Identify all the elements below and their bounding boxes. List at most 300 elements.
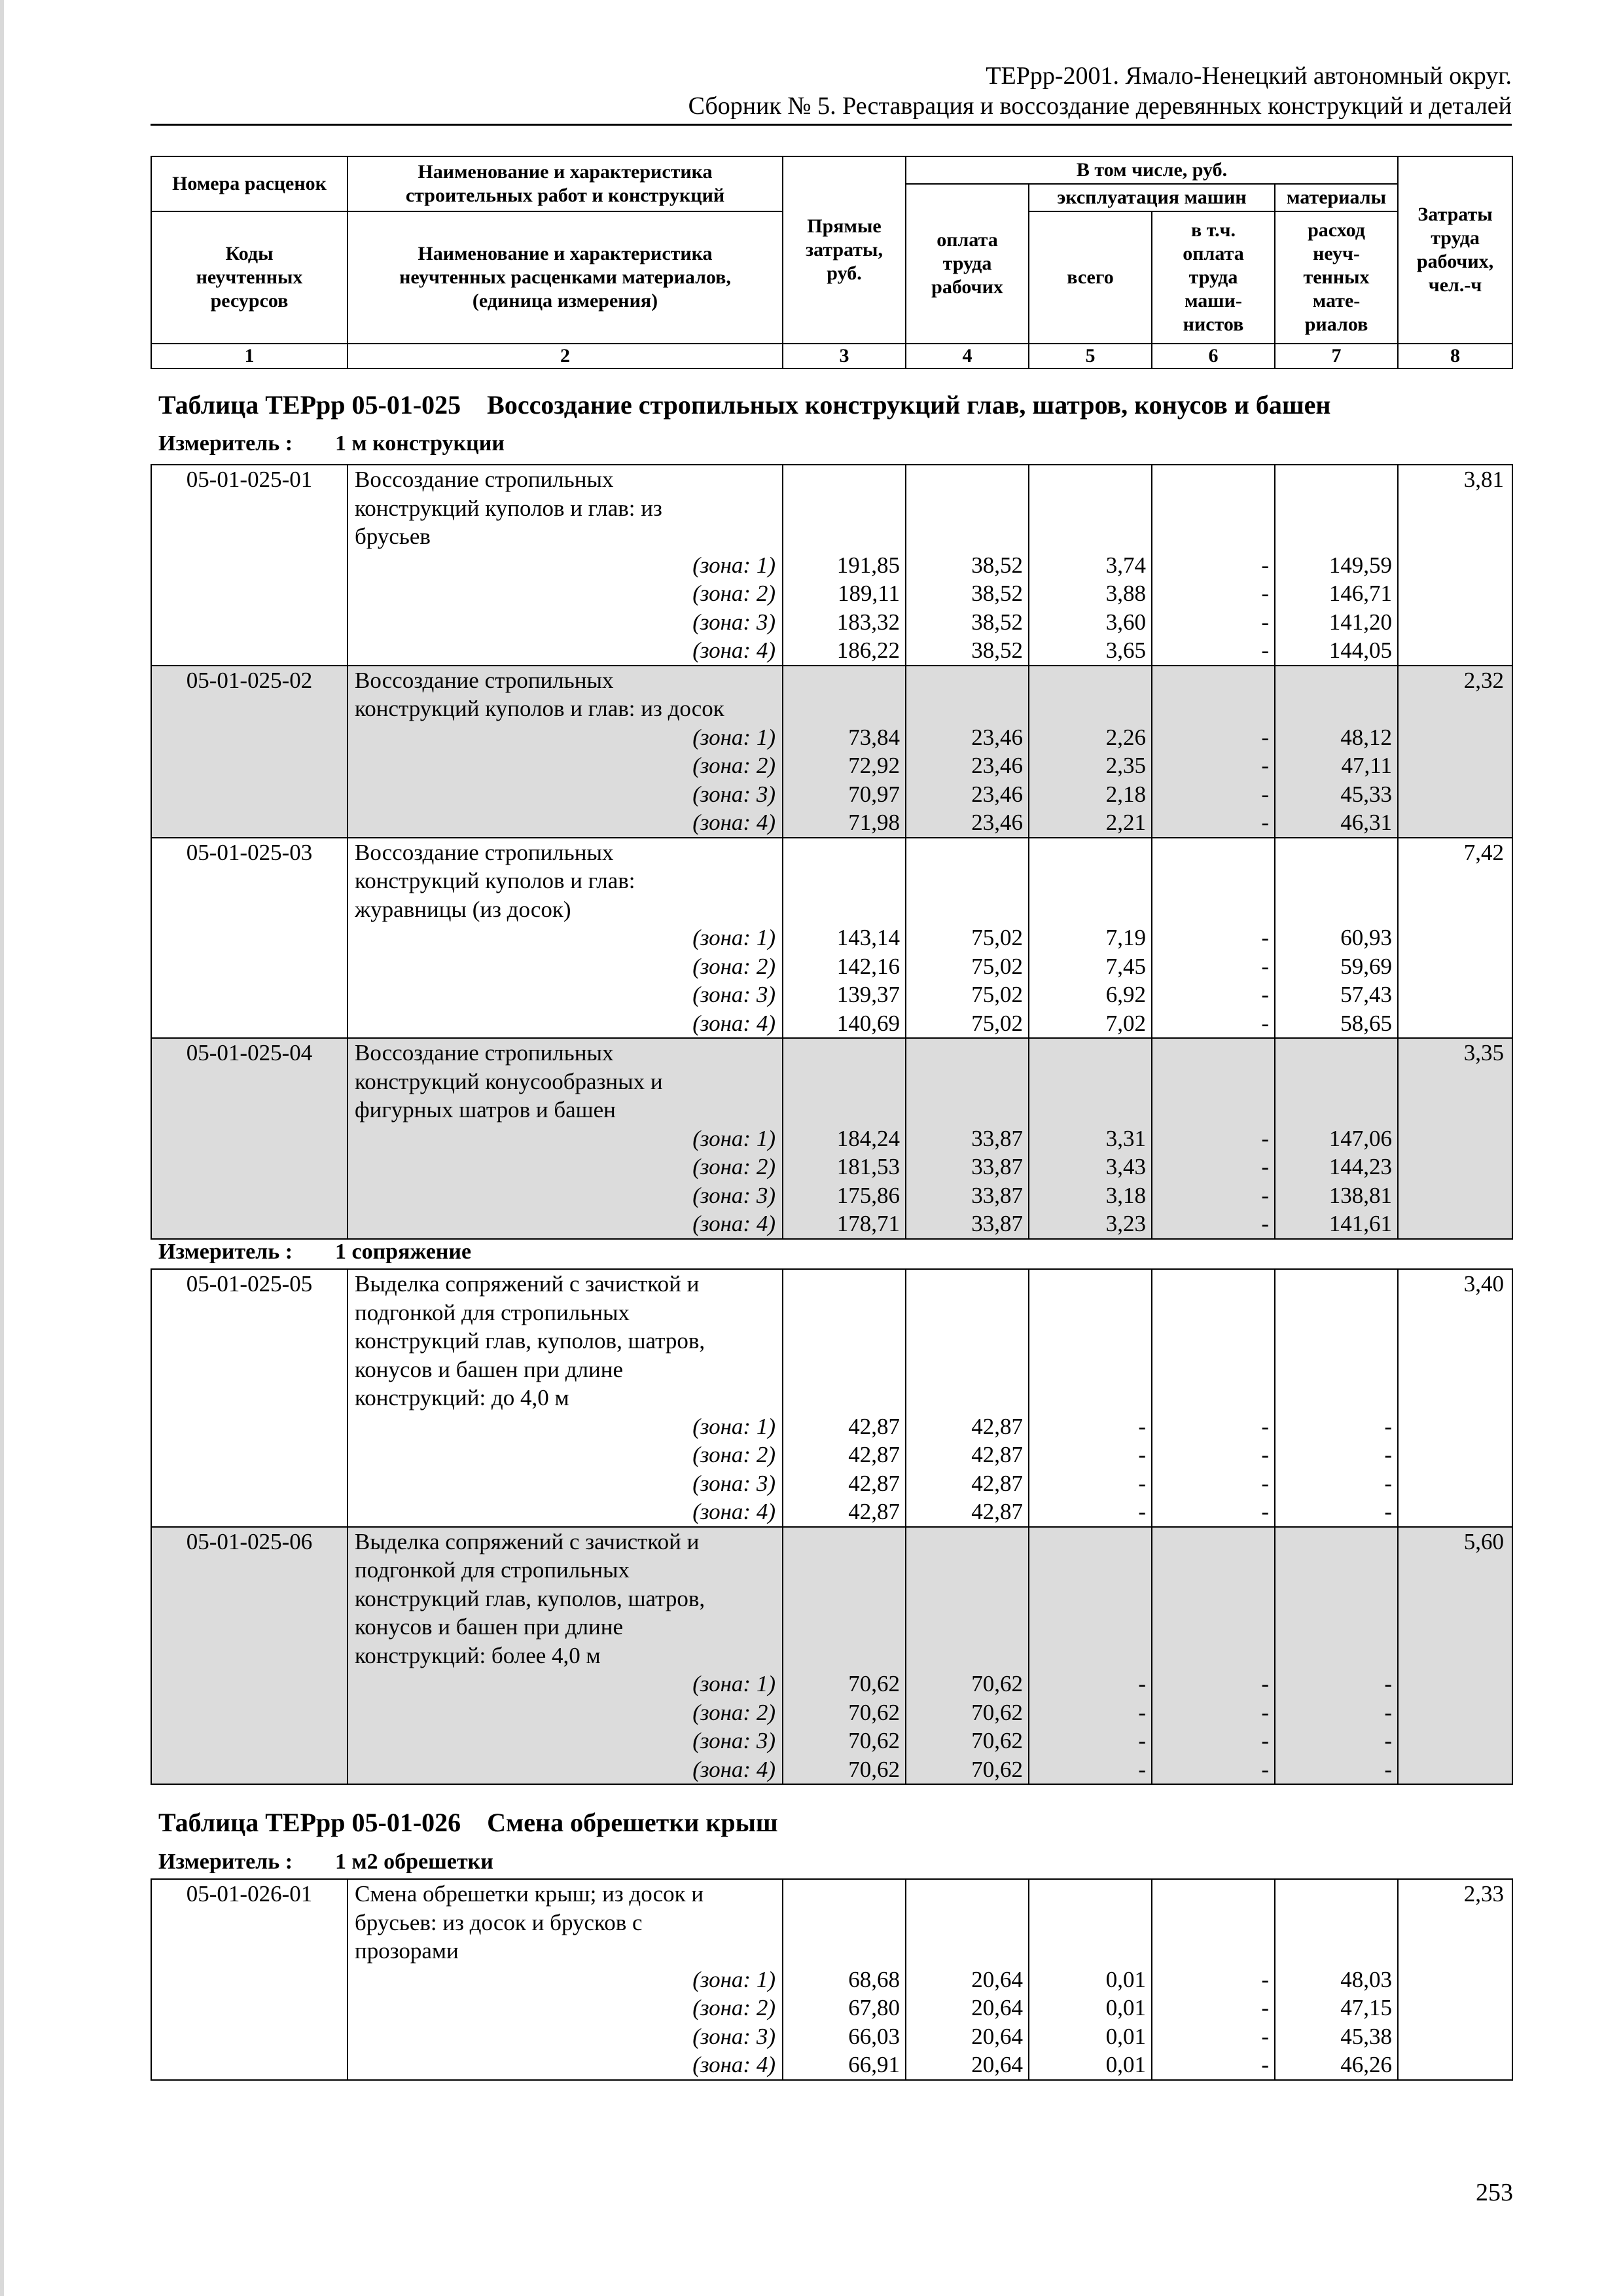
materials-cost: 147,06 xyxy=(1329,1125,1392,1151)
materials-cost: - xyxy=(1384,1699,1392,1725)
materials-cost-cell xyxy=(1275,1879,1398,2080)
spacer xyxy=(906,1067,1023,1096)
spacer xyxy=(1029,1327,1146,1355)
spacer xyxy=(1152,1067,1269,1096)
worker-wage: 75,02 xyxy=(971,953,1023,979)
running-header-line1: ТЕРрр-2001. Ямало-Ненецкий автономный округ. xyxy=(986,62,1512,90)
spacer xyxy=(1152,1355,1269,1384)
direct-cost: 140,69 xyxy=(836,1010,900,1036)
machinist-wage: - xyxy=(1261,1154,1269,1179)
machinist-wage: - xyxy=(1261,1966,1269,1992)
machine-cost: 0,01 xyxy=(1105,2052,1146,2077)
labor-cost-cell xyxy=(1398,465,1512,666)
rate-row xyxy=(151,465,1512,666)
materials-cost-cell xyxy=(1275,1269,1398,1527)
rate-code xyxy=(151,1879,348,2080)
direct-cost: 67,80 xyxy=(848,1995,900,2020)
direct-cost: 186,22 xyxy=(836,637,900,663)
materials-group-header: материалы xyxy=(1275,184,1398,211)
spacer xyxy=(906,1039,1023,1067)
machine-cost-cell xyxy=(1029,1269,1152,1527)
machine-cost: 0,01 xyxy=(1105,1995,1146,2020)
machinist-wage-cell xyxy=(1152,1038,1275,1239)
worker-wage: 75,02 xyxy=(971,925,1023,950)
worker-wage: 42,87 xyxy=(971,1413,1023,1439)
spacer xyxy=(783,465,900,494)
spacer xyxy=(1029,1880,1146,1909)
machinist-wage-cell xyxy=(1152,1527,1275,1785)
spacer xyxy=(783,1909,900,1937)
machinist-wage: - xyxy=(1261,925,1269,950)
zone-label: (зона: 2) xyxy=(692,1699,776,1725)
spacer xyxy=(1029,465,1146,494)
spacer xyxy=(1152,522,1269,551)
description-line: конусов и башен при длине xyxy=(355,1356,624,1382)
machinist-wage: - xyxy=(1261,724,1269,750)
col6-header: в т.ч. оплата труда маши- нистов xyxy=(1152,211,1275,344)
spacer xyxy=(1029,1384,1146,1412)
rate-row xyxy=(151,1038,1512,1239)
machine-cost: - xyxy=(1138,1413,1146,1439)
materials-cost: 138,81 xyxy=(1329,1182,1392,1208)
materials-cost: 47,15 xyxy=(1340,1995,1392,2020)
spacer xyxy=(1152,1096,1269,1124)
description-line: Смена обрешетки крыш; из досок и xyxy=(355,1881,704,1907)
machine-cost-cell xyxy=(1029,1038,1152,1239)
col-number: 1 xyxy=(151,344,348,368)
rate-code xyxy=(151,666,348,838)
worker-wage-cell xyxy=(906,1879,1029,2080)
spacer xyxy=(1029,494,1146,523)
spacer xyxy=(906,522,1023,551)
direct-cost: 42,87 xyxy=(848,1442,900,1467)
spacer xyxy=(1029,895,1146,924)
machine-cost: 7,45 xyxy=(1105,953,1146,979)
spacer xyxy=(1275,1355,1392,1384)
worker-wage: 42,87 xyxy=(971,1442,1023,1467)
col7-header: расход неуч- тенных мате- риалов xyxy=(1275,211,1398,344)
spacer xyxy=(1152,895,1269,924)
description-line: Выделка сопряжений с зачисткой и xyxy=(355,1528,700,1554)
spacer xyxy=(1029,1039,1146,1067)
machinist-wage-cell xyxy=(1152,838,1275,1039)
worker-wage: 38,52 xyxy=(971,581,1023,606)
table-026-measure: Измеритель : 1 м2 обрешетки xyxy=(158,1850,493,1874)
spacer xyxy=(1029,1270,1146,1299)
description-line: прозорами xyxy=(355,1938,459,1964)
direct-cost: 70,62 xyxy=(848,1699,900,1725)
worker-wage: 23,46 xyxy=(971,810,1023,835)
direct-cost-cell xyxy=(783,1879,906,2080)
rate-description xyxy=(348,1038,783,1239)
direct-cost: 70,97 xyxy=(848,781,900,807)
worker-wage-cell xyxy=(906,1527,1029,1785)
rate-code xyxy=(151,1527,348,1785)
machinist-wage-cell xyxy=(1152,1879,1275,2080)
col4-header: оплата труда рабочих xyxy=(906,184,1029,344)
spacer xyxy=(906,1880,1023,1909)
materials-cost-cell xyxy=(1275,1527,1398,1785)
spacer xyxy=(1275,1585,1392,1613)
spacer xyxy=(783,895,900,924)
materials-cost-cell xyxy=(1275,1038,1398,1239)
materials-cost: 58,65 xyxy=(1340,1010,1392,1036)
spacer xyxy=(1152,1039,1269,1067)
machinist-wage: - xyxy=(1261,953,1269,979)
spacer xyxy=(1152,1384,1269,1412)
machine-cost: - xyxy=(1138,1442,1146,1467)
worker-wage-cell xyxy=(906,666,1029,838)
spacer xyxy=(1275,1641,1392,1670)
table-025-title: Таблица ТЕРрр 05-01-025 Воссоздание стропильных конструкций глав, шатров, конусов и башен xyxy=(158,390,1331,420)
zone-label: (зона: 4) xyxy=(692,1211,776,1236)
machinist-wage: - xyxy=(1261,1211,1269,1236)
description-line: конструкций глав, куполов, шатров, xyxy=(355,1585,705,1611)
worker-wage: 38,52 xyxy=(971,637,1023,663)
labor-cost-cell xyxy=(1398,1269,1512,1527)
machine-cost: 3,31 xyxy=(1105,1125,1146,1151)
spacer xyxy=(1029,1528,1146,1556)
rate-row xyxy=(151,1269,1512,1527)
description-line: подгонкой для стропильных xyxy=(355,1557,630,1583)
spacer xyxy=(906,1270,1023,1299)
spacer xyxy=(1152,1270,1269,1299)
zone-label: (зона: 2) xyxy=(692,953,776,979)
spacer xyxy=(783,1556,900,1585)
description-line: конструкций: до 4,0 м xyxy=(355,1385,569,1410)
spacer xyxy=(1029,1937,1146,1965)
materials-cost: - xyxy=(1384,1756,1392,1782)
machinist-wage: - xyxy=(1261,609,1269,635)
machinist-wage: - xyxy=(1261,581,1269,606)
spacer xyxy=(1029,1909,1146,1937)
spacer xyxy=(906,1327,1023,1355)
spacer xyxy=(783,1528,900,1556)
table-025-part-1 xyxy=(151,464,1513,1240)
rate-row xyxy=(151,838,1512,1039)
col2-bottom-header: Наименование и характеристика неучтенных расценками материалов, (единица измерения) xyxy=(348,211,783,344)
col-number: 3 xyxy=(783,344,906,368)
spacer xyxy=(1152,867,1269,895)
zone-label: (зона: 1) xyxy=(692,552,776,578)
zone-label: (зона: 3) xyxy=(692,1182,776,1208)
machinist-wage: - xyxy=(1261,2052,1269,2077)
worker-wage-cell xyxy=(906,465,1029,666)
machine-cost-cell xyxy=(1029,465,1152,666)
spacer xyxy=(1029,1556,1146,1585)
table-026-title: Таблица ТЕРрр 05-01-026 Смена обрешетки крыш xyxy=(158,1808,778,1837)
direct-cost: 181,53 xyxy=(836,1154,900,1179)
worker-wage: 70,62 xyxy=(971,1756,1023,1782)
table-025-measure-2: Измеритель : 1 сопряжение xyxy=(158,1240,472,1264)
col5-header: всего xyxy=(1029,211,1152,344)
rate-code-text: 05-01-025-02 xyxy=(186,667,313,693)
machine-cost-cell xyxy=(1029,1527,1152,1785)
machinist-wage: - xyxy=(1261,2023,1269,2049)
spacer xyxy=(1029,1067,1146,1096)
worker-wage: 75,02 xyxy=(971,1010,1023,1036)
spacer xyxy=(1029,522,1146,551)
materials-cost: 46,26 xyxy=(1340,2052,1392,2077)
spacer xyxy=(783,867,900,895)
spacer xyxy=(1152,1327,1269,1355)
spacer xyxy=(783,1355,900,1384)
spacer xyxy=(906,1937,1023,1965)
materials-cost-cell xyxy=(1275,465,1398,666)
description-line: Воссоздание стропильных xyxy=(355,667,614,693)
machinist-wage: - xyxy=(1261,637,1269,663)
direct-cost: 142,16 xyxy=(836,953,900,979)
zone-label: (зона: 4) xyxy=(692,1010,776,1036)
machine-cost-cell xyxy=(1029,1879,1152,2080)
spacer xyxy=(1152,1909,1269,1937)
materials-cost: 48,12 xyxy=(1340,724,1392,750)
machinist-wage-cell xyxy=(1152,465,1275,666)
spacer xyxy=(906,1909,1023,1937)
spacer xyxy=(1152,1613,1269,1641)
spacer xyxy=(783,1880,900,1909)
direct-cost: 189,11 xyxy=(838,581,900,606)
zone-label: (зона: 1) xyxy=(692,1966,776,1992)
spacer xyxy=(783,666,900,695)
spacer xyxy=(1029,1613,1146,1641)
spacer xyxy=(906,1528,1023,1556)
col-number: 4 xyxy=(906,344,1029,368)
spacer xyxy=(1029,867,1146,895)
materials-cost: 45,38 xyxy=(1340,2023,1392,2049)
spacer xyxy=(1275,867,1392,895)
zone-label: (зона: 4) xyxy=(692,2052,776,2077)
worker-wage: 70,62 xyxy=(971,1699,1023,1725)
materials-cost: 45,33 xyxy=(1340,781,1392,807)
spacer xyxy=(783,1096,900,1124)
spacer xyxy=(906,1613,1023,1641)
spacer xyxy=(906,838,1023,867)
materials-cost: - xyxy=(1384,1442,1392,1467)
spacer xyxy=(1275,1556,1392,1585)
worker-wage: 70,62 xyxy=(971,1671,1023,1696)
machine-cost: 0,01 xyxy=(1105,1966,1146,1992)
rate-code xyxy=(151,465,348,666)
zone-label: (зона: 2) xyxy=(692,753,776,778)
direct-cost: 184,24 xyxy=(836,1125,900,1151)
machine-cost: 3,18 xyxy=(1105,1182,1146,1208)
direct-cost: 70,62 xyxy=(848,1671,900,1696)
spacer xyxy=(783,1613,900,1641)
worker-wage: 42,87 xyxy=(971,1499,1023,1524)
machinist-wage: - xyxy=(1261,1728,1269,1753)
zone-label: (зона: 3) xyxy=(692,982,776,1007)
machine-cost: 3,65 xyxy=(1105,637,1146,663)
spacer xyxy=(783,1585,900,1613)
zone-label: (зона: 3) xyxy=(692,781,776,807)
worker-wage: 23,46 xyxy=(971,753,1023,778)
description-line: Выделка сопряжений с зачисткой и xyxy=(355,1271,700,1297)
spacer xyxy=(783,522,900,551)
labor-cost: 2,33 xyxy=(1463,1881,1504,1907)
col8-header: Затраты труда рабочих, чел.-ч xyxy=(1398,156,1512,344)
materials-cost-cell xyxy=(1275,666,1398,838)
direct-cost: 68,68 xyxy=(848,1966,900,1992)
spacer xyxy=(906,1299,1023,1327)
worker-wage: 23,46 xyxy=(971,724,1023,750)
spacer xyxy=(1152,1585,1269,1613)
spacer xyxy=(1152,1556,1269,1585)
machinist-wage: - xyxy=(1261,982,1269,1007)
spacer xyxy=(906,465,1023,494)
worker-wage-cell xyxy=(906,1269,1029,1527)
spacer xyxy=(1275,1270,1392,1299)
direct-cost-cell xyxy=(783,1527,906,1785)
materials-cost: - xyxy=(1384,1413,1392,1439)
worker-wage: 75,02 xyxy=(971,982,1023,1007)
spacer xyxy=(906,694,1023,723)
spacer xyxy=(1029,1641,1146,1670)
machinist-wage: - xyxy=(1261,753,1269,778)
spacer xyxy=(1275,1067,1392,1096)
labor-cost-cell xyxy=(1398,666,1512,838)
spacer xyxy=(1275,1528,1392,1556)
spacer xyxy=(783,1039,900,1067)
machine-cost: 6,92 xyxy=(1105,982,1146,1007)
direct-cost: 70,62 xyxy=(848,1756,900,1782)
zone-label: (зона: 3) xyxy=(692,1470,776,1496)
rate-row xyxy=(151,1527,1512,1785)
worker-wage: 33,87 xyxy=(971,1125,1023,1151)
zone-label: (зона: 3) xyxy=(692,1728,776,1753)
machinist-wage: - xyxy=(1261,1671,1269,1696)
col3-header: Прямые затраты, руб. xyxy=(783,156,906,344)
col1-top-header: Номера расценок xyxy=(151,156,348,211)
materials-cost: - xyxy=(1384,1728,1392,1753)
materials-cost: 59,69 xyxy=(1340,953,1392,979)
rate-description xyxy=(348,838,783,1039)
zone-label: (зона: 2) xyxy=(692,1154,776,1179)
description-line: Воссоздание стропильных xyxy=(355,467,614,492)
zone-label: (зона: 2) xyxy=(692,581,776,606)
zone-label: (зона: 3) xyxy=(692,2023,776,2049)
header-rule xyxy=(151,124,1512,126)
zone-label: (зона: 2) xyxy=(692,1995,776,2020)
machine-cost: - xyxy=(1138,1756,1146,1782)
machinist-wage: - xyxy=(1261,1995,1269,2020)
spacer xyxy=(783,1937,900,1965)
spacer xyxy=(1275,494,1392,523)
machinist-wage: - xyxy=(1261,810,1269,835)
spacer xyxy=(1275,694,1392,723)
worker-wage: 42,87 xyxy=(971,1470,1023,1496)
worker-wage-cell xyxy=(906,838,1029,1039)
materials-cost: 144,05 xyxy=(1329,637,1392,663)
description-line: журавницы (из досок) xyxy=(355,896,571,922)
zone-label: (зона: 4) xyxy=(692,810,776,835)
worker-wage: 20,64 xyxy=(971,2052,1023,2077)
running-header-line2: Сборник № 5. Реставрация и воссоздание деревянных конструкций и деталей xyxy=(688,92,1512,120)
labor-cost: 5,60 xyxy=(1463,1528,1504,1554)
spacer xyxy=(1029,838,1146,867)
spacer xyxy=(906,1556,1023,1585)
column-header-table xyxy=(151,156,1513,369)
direct-cost: 73,84 xyxy=(848,724,900,750)
machinist-wage: - xyxy=(1261,1470,1269,1496)
direct-cost: 42,87 xyxy=(848,1413,900,1439)
included-group-header: В том числе, руб. xyxy=(906,156,1398,184)
machine-cost: - xyxy=(1138,1671,1146,1696)
direct-cost-cell xyxy=(783,1038,906,1239)
zone-label: (зона: 4) xyxy=(692,1756,776,1782)
materials-cost: 57,43 xyxy=(1340,982,1392,1007)
direct-cost: 66,91 xyxy=(848,2052,900,2077)
rate-description xyxy=(348,666,783,838)
spacer xyxy=(1152,694,1269,723)
zone-label: (зона: 1) xyxy=(692,1413,776,1439)
table-026 xyxy=(151,1878,1513,2081)
spacer xyxy=(1152,1299,1269,1327)
description-line: брусьев: из досок и брусков с xyxy=(355,1909,643,1935)
rate-code-text: 05-01-025-05 xyxy=(186,1271,313,1297)
spacer xyxy=(1275,1327,1392,1355)
machine-cost: 0,01 xyxy=(1105,2023,1146,2049)
spacer xyxy=(783,694,900,723)
rate-code xyxy=(151,1038,348,1239)
zone-label: (зона: 3) xyxy=(692,609,776,635)
direct-cost: 139,37 xyxy=(836,982,900,1007)
machinist-wage: - xyxy=(1261,1756,1269,1782)
machine-cost: 2,18 xyxy=(1105,781,1146,807)
machine-cost: 2,21 xyxy=(1105,810,1146,835)
description-line: конструкций глав, куполов, шатров, xyxy=(355,1328,705,1354)
worker-wage: 33,87 xyxy=(971,1211,1023,1236)
spacer xyxy=(783,1270,900,1299)
description-line: конструкций конусообразных и xyxy=(355,1068,663,1094)
materials-cost: 60,93 xyxy=(1340,925,1392,950)
machine-cost: - xyxy=(1138,1728,1146,1753)
materials-cost: 141,20 xyxy=(1329,609,1392,635)
machinist-wage: - xyxy=(1261,781,1269,807)
description-line: Воссоздание стропильных xyxy=(355,839,614,865)
spacer xyxy=(1152,1937,1269,1965)
materials-cost: - xyxy=(1384,1470,1392,1496)
spacer xyxy=(1029,694,1146,723)
direct-cost-cell xyxy=(783,1269,906,1527)
labor-cost-cell xyxy=(1398,1879,1512,2080)
worker-wage: 70,62 xyxy=(971,1728,1023,1753)
spacer xyxy=(783,1067,900,1096)
machine-cost: 3,43 xyxy=(1105,1154,1146,1179)
machinist-wage: - xyxy=(1261,1010,1269,1036)
col-number: 7 xyxy=(1275,344,1398,368)
spacer xyxy=(1152,494,1269,523)
rate-code-text: 05-01-025-06 xyxy=(186,1528,313,1554)
materials-cost: 46,31 xyxy=(1340,810,1392,835)
machinist-wage-cell xyxy=(1152,1269,1275,1527)
direct-cost: 72,92 xyxy=(848,753,900,778)
rate-description xyxy=(348,1527,783,1785)
spacer xyxy=(906,1355,1023,1384)
spacer xyxy=(1152,1880,1269,1909)
description-line: конструкций куполов и глав: xyxy=(355,868,635,893)
labor-cost: 2,32 xyxy=(1463,667,1504,693)
direct-cost-cell xyxy=(783,666,906,838)
spacer xyxy=(1029,1585,1146,1613)
materials-cost: 144,23 xyxy=(1329,1154,1392,1179)
machines-group-header: эксплуатация машин xyxy=(1029,184,1275,211)
spacer xyxy=(1152,666,1269,695)
direct-cost: 178,71 xyxy=(836,1211,900,1236)
spacer xyxy=(783,1641,900,1670)
worker-wage-cell xyxy=(906,1038,1029,1239)
col-number: 6 xyxy=(1152,344,1275,368)
